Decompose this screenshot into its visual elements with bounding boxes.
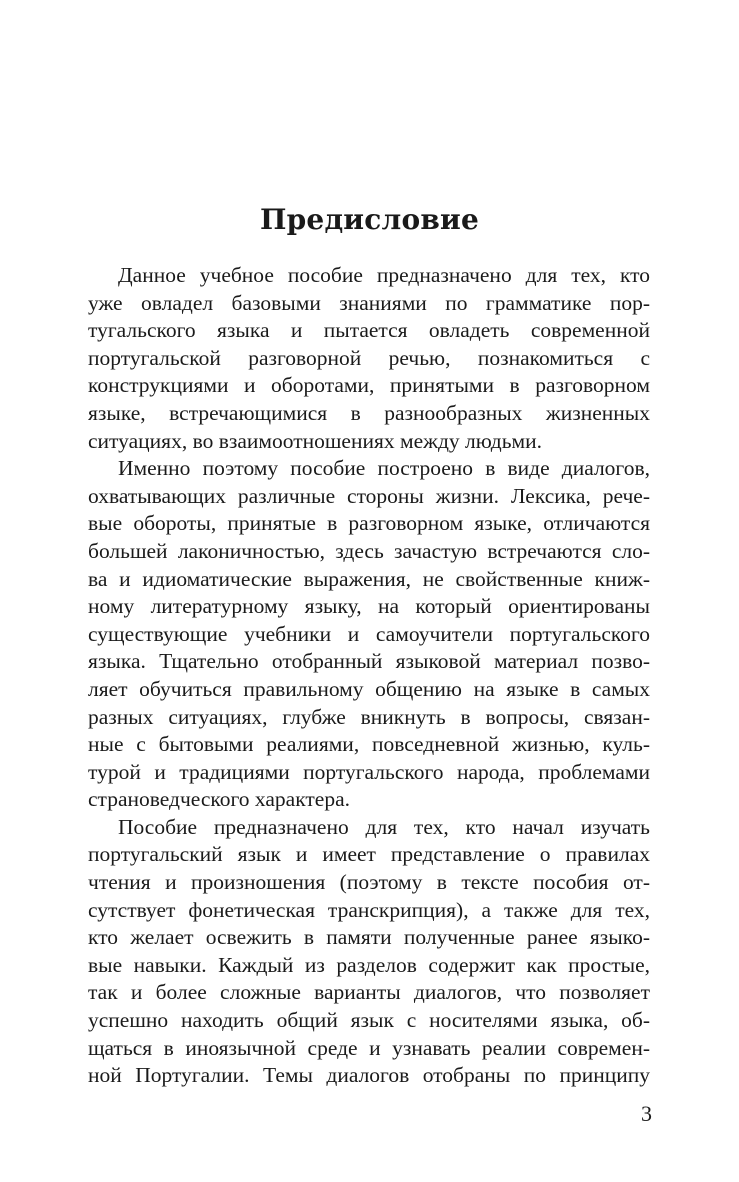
text-line: разных ситуациях, глубже вникнуть в вопросы, связан- (88, 704, 650, 729)
text-line: конструкциями и оборотами, принятыми в разговорном (88, 373, 650, 398)
page-number: 3 (641, 1101, 652, 1126)
text-line: ва и идиоматические выражения, не свойственные книж- (88, 566, 650, 591)
text-line: языке, встречающимися в разнообразных жизненных (88, 400, 650, 425)
text-line: португальский язык и имеет представление о правилах (88, 842, 650, 867)
text-line: сутствует фонетическая транскрипция), а также для тех, (88, 897, 650, 922)
text-line: успешно находить общий язык с носителями языка, об- (88, 1008, 650, 1033)
text-line: вые навыки. Каждый из разделов содержит как простые, (88, 952, 650, 977)
text-line: Именно поэтому пособие построено в виде диалогов, (118, 456, 650, 481)
text-line: страноведческого характера. (88, 787, 350, 812)
text-line: языка. Тщательно отобранный языковой материал позво- (88, 649, 650, 674)
preface-body (88, 262, 650, 1090)
page-title: Предисловие (260, 203, 479, 236)
text-line: ситуациях, во взаимоотношениях между людьми. (88, 428, 542, 453)
text-line: португальской разговорной речью, познакомиться с (88, 345, 650, 370)
text-line: ной Португалии. Темы диалогов отобраны по принципу (88, 1063, 650, 1088)
text-line: турой и традициями португальского народа, проблемами (88, 759, 650, 784)
text-line: существующие учебники и самоучители португальского (88, 621, 650, 646)
text-line: Пособие предназначено для тех, кто начал изучать (118, 814, 650, 839)
text-line: охватывающих различные стороны жизни. Лексика, рече- (88, 483, 650, 508)
text-line: щаться в иноязычной среде и узнавать реалии современ- (88, 1035, 650, 1060)
text-line: кто желает освежить в памяти полученные ранее языко- (88, 925, 650, 950)
text-line: ному литературному языку, на который ориентированы (88, 594, 650, 619)
text-line: так и более сложные варианты диалогов, что позволяет (88, 980, 650, 1005)
text-line: вые обороты, принятые в разговорном языке, отличаются (88, 511, 650, 536)
text-line: тугальского языка и пытается овладеть современной (88, 318, 650, 343)
text-line: ляет обучиться правильному общению на языке в самых (88, 676, 650, 701)
text-line: ные с бытовыми реалиями, повседневной жизнью, куль- (88, 732, 650, 757)
text-line: чтения и произношения (поэтому в тексте пособия от- (88, 870, 650, 895)
text-line: большей лаконичностью, здесь зачастую встречаются сло- (88, 538, 650, 563)
text-line: уже овладел базовыми знаниями по грамматике пор- (88, 290, 650, 315)
text-line: Данное учебное пособие предназначено для тех, кто (118, 263, 650, 287)
